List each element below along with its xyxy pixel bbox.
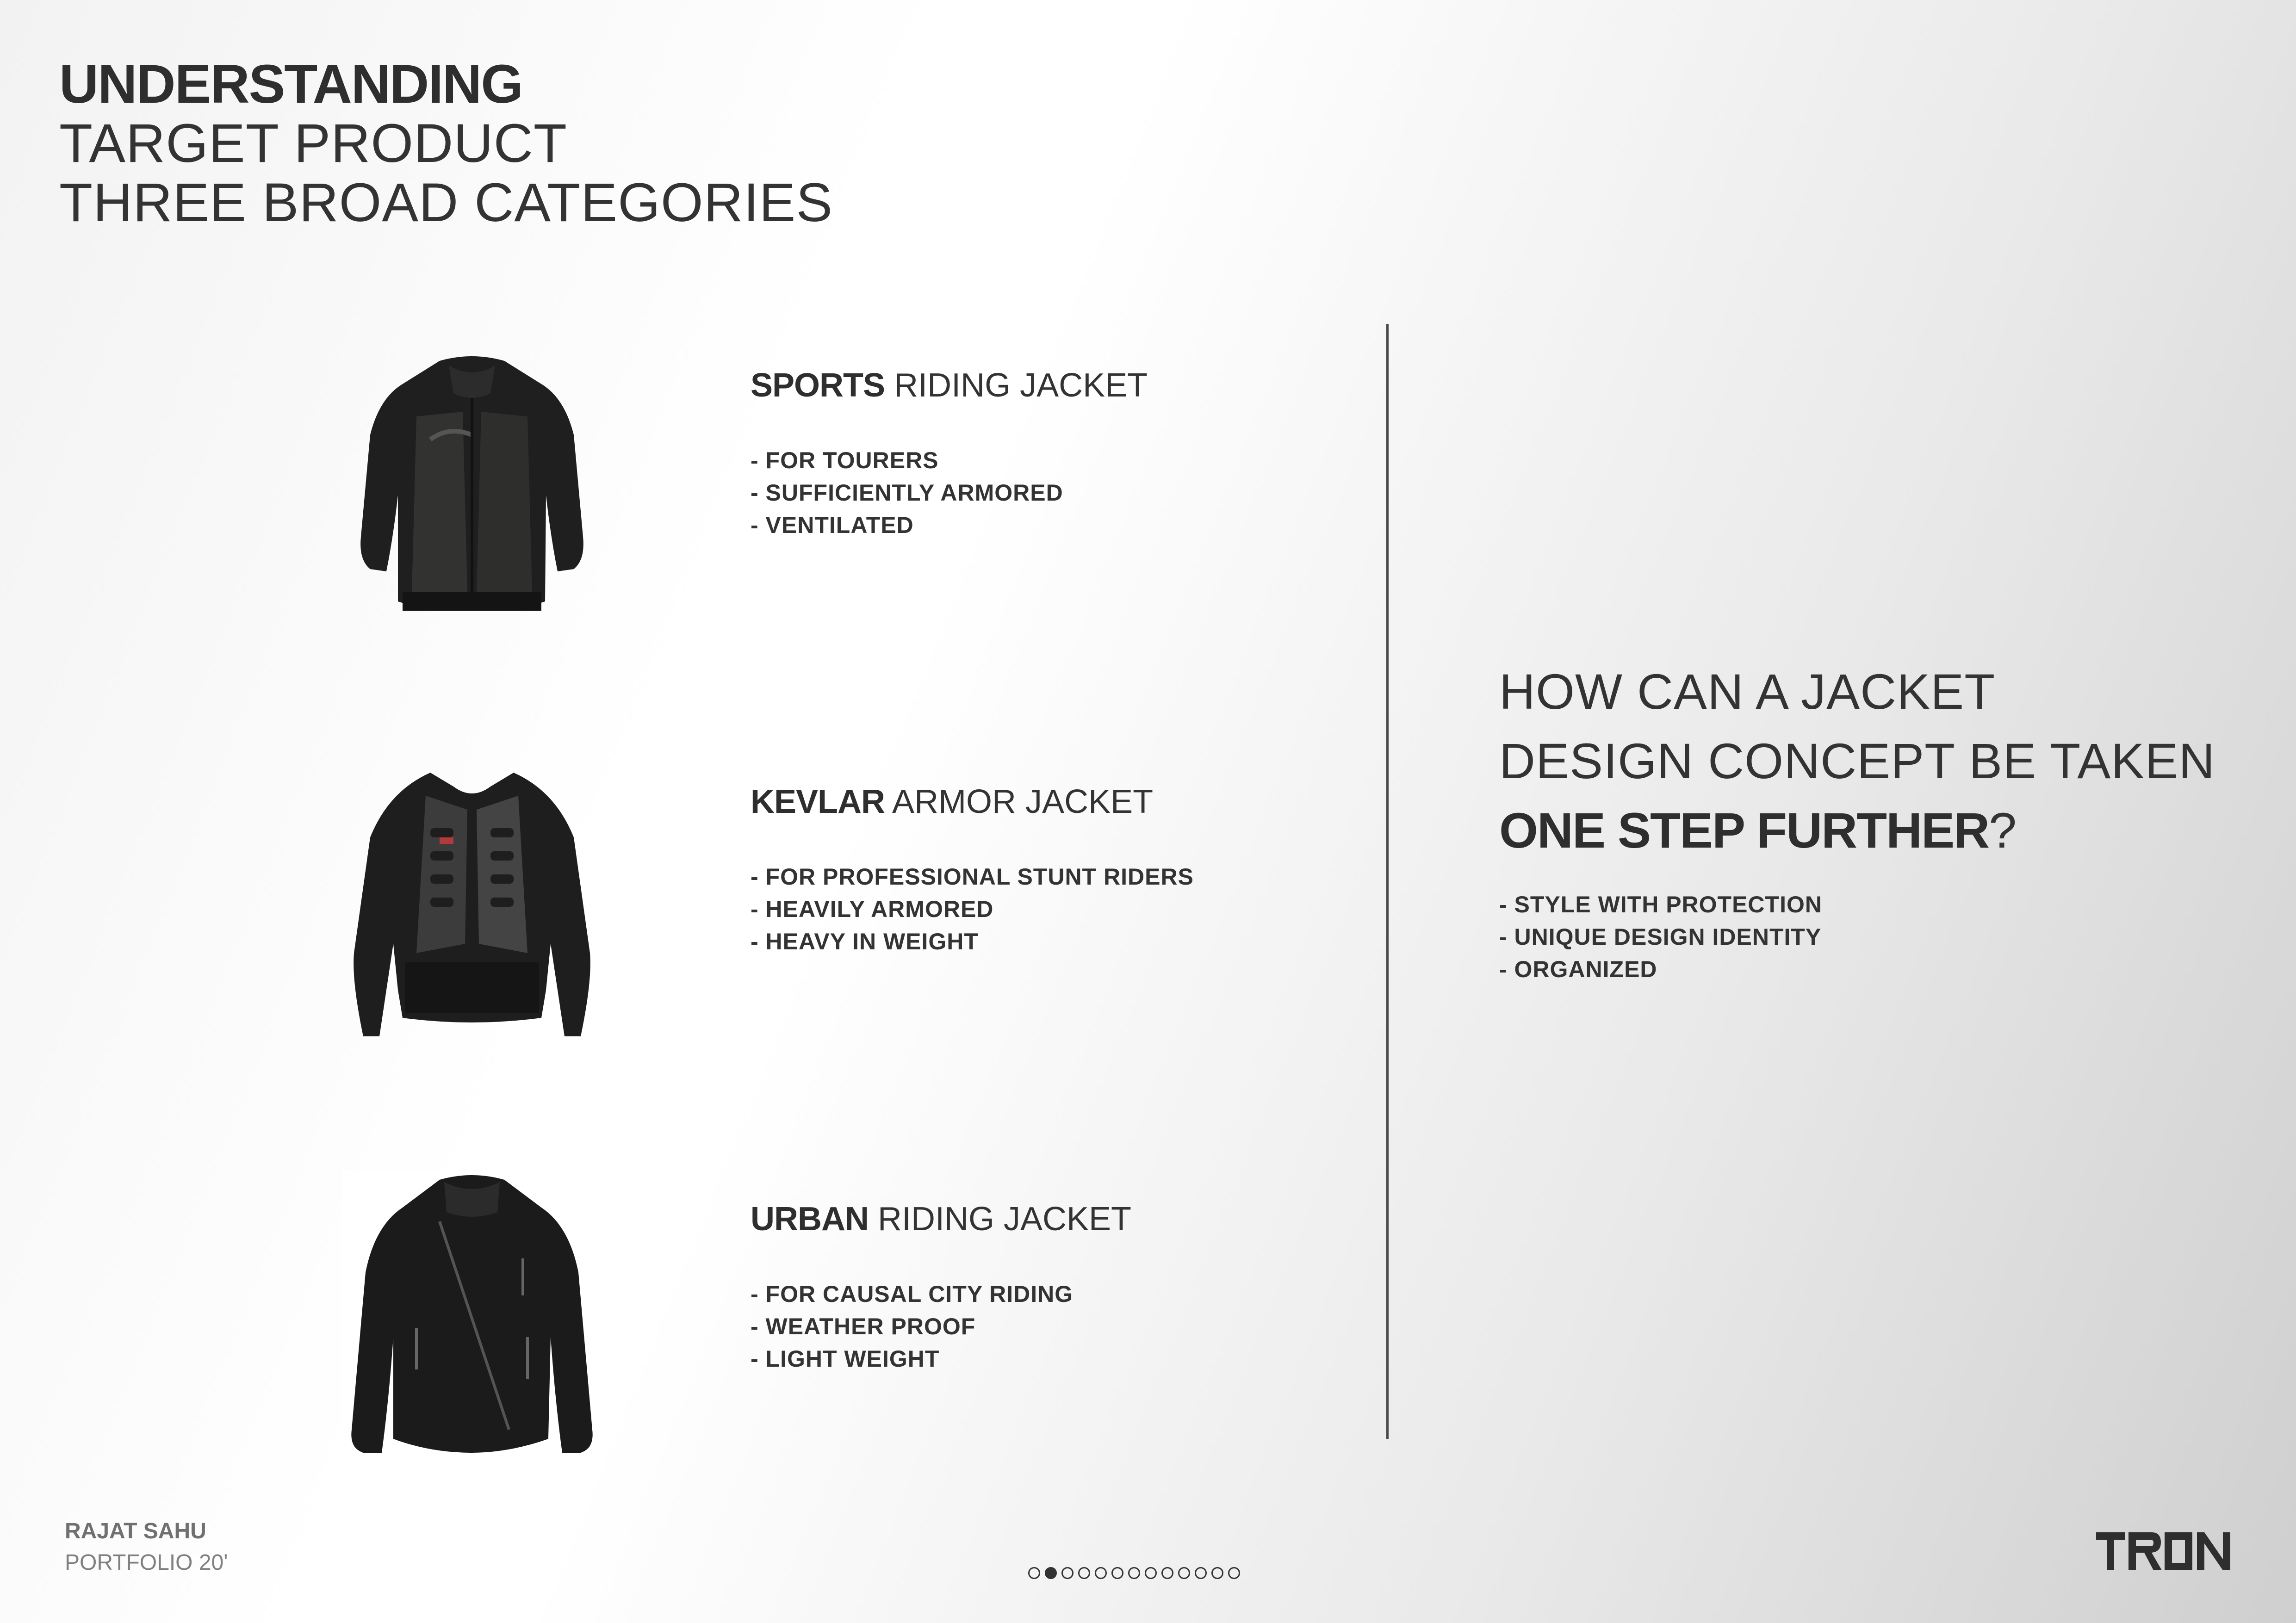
portfolio-label: PORTFOLIO 20'	[65, 1550, 228, 1575]
list-item: - UNIQUE DESIGN IDENTITY	[1499, 924, 1822, 950]
list-item: - HEAVILY ARMORED	[751, 896, 994, 922]
heading-line-1: UNDERSTANDING	[59, 54, 523, 115]
question-points	[1499, 888, 1822, 985]
question-line-3	[1499, 796, 2215, 865]
category-title-bold: SPORTS	[751, 367, 885, 404]
question-mark: ?	[1989, 802, 2017, 858]
page-heading	[59, 55, 833, 232]
list-item: - LIGHT WEIGHT	[751, 1346, 940, 1372]
list-item: - FOR TOURERS	[751, 447, 939, 473]
category-title-rest: ARMOR JACKET	[885, 783, 1154, 820]
pager-dot[interactable]	[1211, 1567, 1223, 1579]
list-item: - ORGANIZED	[1499, 956, 1657, 982]
pager-dot[interactable]	[1145, 1567, 1157, 1579]
category-title-bold: URBAN	[751, 1201, 869, 1238]
pager-dot[interactable]	[1161, 1567, 1173, 1579]
category-points-kevlar	[751, 861, 1194, 958]
question-line-1: HOW CAN A JACKET	[1499, 663, 1996, 719]
category-points-urban	[751, 1278, 1073, 1375]
category-title-sports	[751, 366, 1148, 404]
vertical-divider	[1386, 324, 1389, 1439]
pager-dot[interactable]	[1095, 1567, 1107, 1579]
pager-dot[interactable]	[1195, 1567, 1207, 1579]
pager-dot[interactable]	[1028, 1567, 1040, 1579]
category-title-rest: RIDING JACKET	[868, 1201, 1132, 1238]
list-item: - FOR PROFESSIONAL STUNT RIDERS	[751, 864, 1194, 890]
urban-jacket-icon	[324, 1171, 620, 1467]
list-item: - WEATHER PROOF	[751, 1313, 976, 1339]
question-line-2: DESIGN CONCEPT BE TAKEN	[1499, 733, 2215, 789]
category-points-sports	[751, 444, 1063, 541]
pager-dot[interactable]	[1228, 1567, 1240, 1579]
list-item: - SUFFICIENTLY ARMORED	[751, 480, 1063, 506]
category-title-urban	[751, 1200, 1131, 1238]
category-title-rest: RIDING JACKET	[885, 367, 1148, 404]
category-title-bold: KEVLAR	[751, 783, 885, 820]
author-name: RAJAT SAHU	[65, 1519, 206, 1543]
heading-line-3: THREE BROAD CATEGORIES	[59, 172, 833, 233]
question-emphasis: ONE STEP FURTHER	[1499, 802, 1989, 858]
list-item: - FOR CAUSAL CITY RIDING	[751, 1281, 1074, 1307]
pager-dot[interactable]	[1061, 1567, 1074, 1579]
list-item: - STYLE WITH PROTECTION	[1499, 892, 1822, 917]
pager-dot[interactable]	[1045, 1567, 1057, 1579]
tron-logo	[2096, 1532, 2231, 1570]
armor-jacket-icon	[324, 759, 620, 1055]
pager-dot[interactable]	[1111, 1567, 1123, 1579]
pager-dot[interactable]	[1078, 1567, 1090, 1579]
list-item: - VENTILATED	[751, 512, 914, 538]
pager-dot[interactable]	[1128, 1567, 1140, 1579]
list-item: - HEAVY IN WEIGHT	[751, 929, 979, 954]
page-indicator[interactable]	[1028, 1567, 1240, 1579]
key-question	[1499, 657, 2215, 865]
category-title-kevlar	[751, 783, 1153, 821]
sports-jacket-icon	[324, 342, 620, 638]
heading-line-2: TARGET PRODUCT	[59, 113, 567, 174]
pager-dot[interactable]	[1178, 1567, 1190, 1579]
